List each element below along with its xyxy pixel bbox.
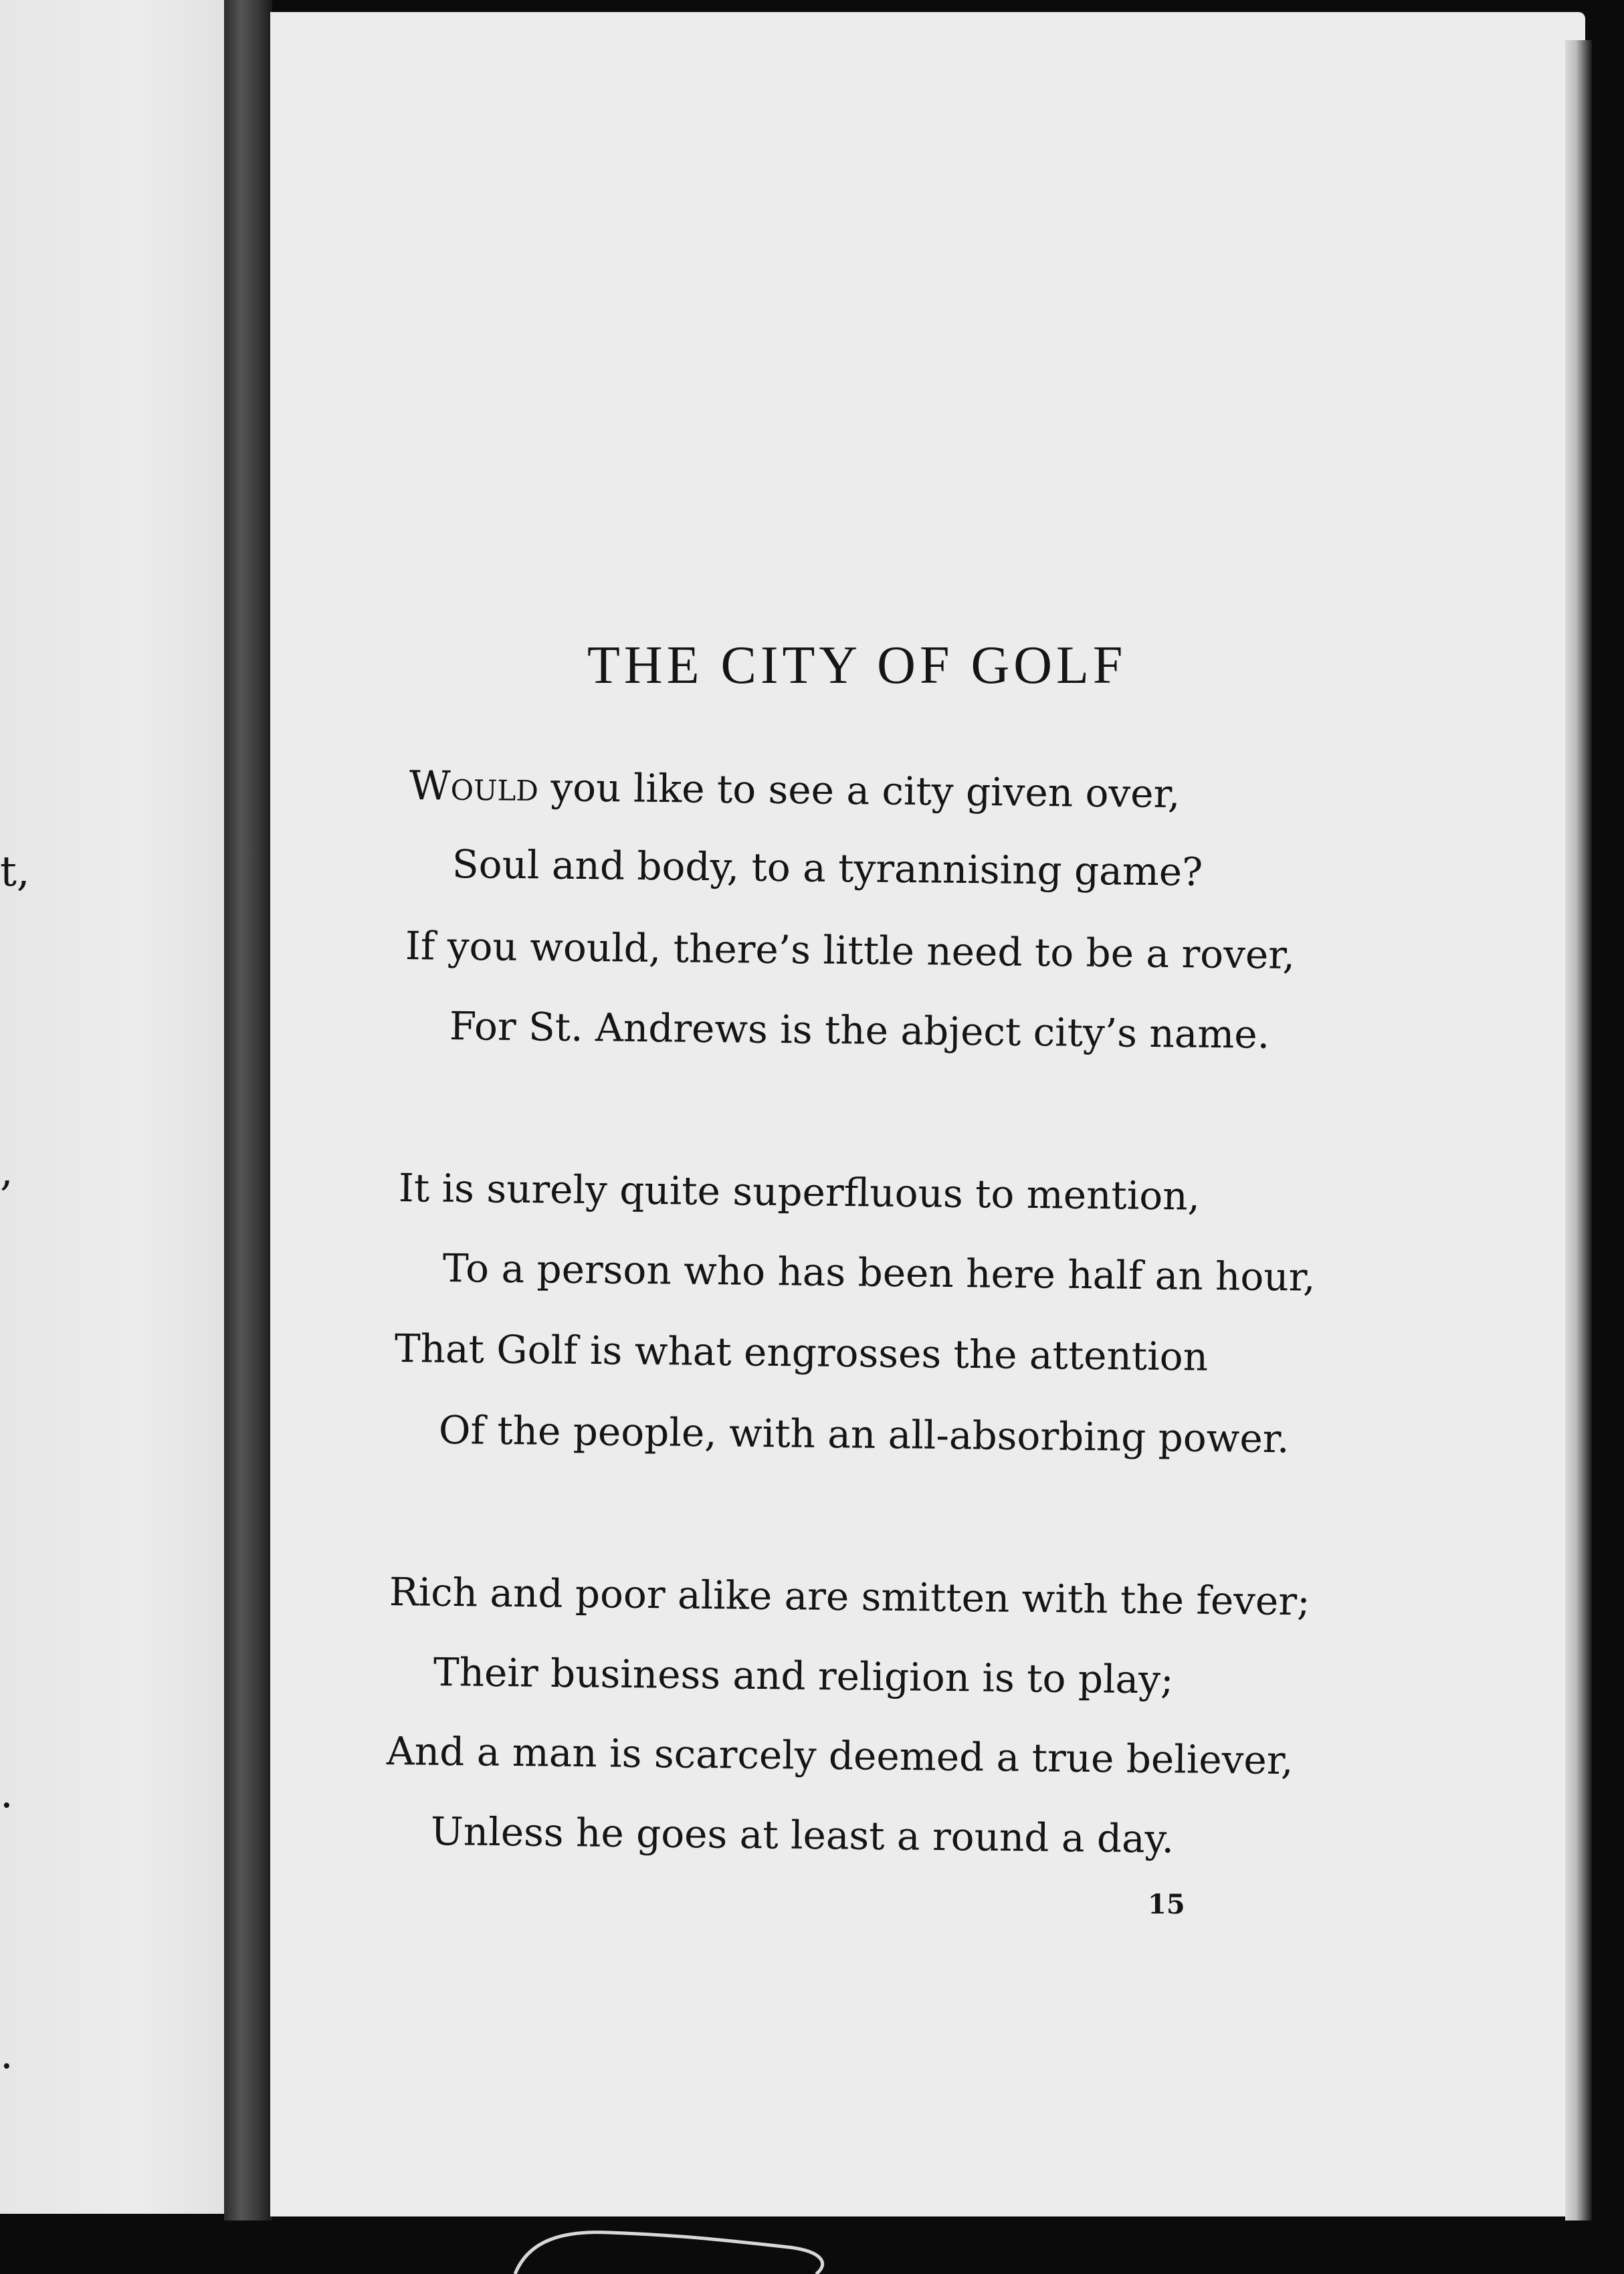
- poem-line: That Golf is what engrosses the attention: [394, 1326, 1209, 1380]
- book-page: [270, 12, 1585, 2216]
- left-page-fragment: t,: [0, 847, 30, 896]
- poem-line: [409, 762, 1181, 817]
- scan-artifact-curve: [508, 2227, 843, 2274]
- poem-title: THE CITY OF GOLF: [587, 636, 1127, 695]
- poem-line: To a person who has been here half an hour,: [442, 1245, 1316, 1300]
- book-gutter: [224, 0, 272, 2220]
- poem-line: Unless he goes at least a round a day.: [430, 1808, 1175, 1862]
- left-facing-page: [0, 0, 224, 2214]
- poem-line: Soul and body, to a tyrannising game?: [451, 841, 1203, 895]
- poem-line: Their business and religion is to play;: [433, 1649, 1174, 1703]
- poem-line: If you would, there’s little need to be a rover,: [405, 923, 1296, 978]
- poem-line: For St. Andrews is the abject city’s name.: [449, 1003, 1270, 1057]
- poem-line: And a man is scarcely deemed a true believer,: [386, 1728, 1294, 1784]
- left-page-fragment: .: [0, 1768, 13, 1817]
- drop-word: Would: [409, 762, 539, 811]
- left-page-fragment: .: [0, 2029, 13, 2078]
- poem-line: Rich and poor alike are smitten with the fever;: [389, 1569, 1310, 1625]
- left-page-fragment: ,: [0, 1146, 13, 1195]
- poem-line-text: you like to see a city given over,: [538, 764, 1181, 817]
- poem-line: Of the people, with an all-absorbing power.: [438, 1407, 1290, 1462]
- page-edge-shadow: [1565, 40, 1592, 2220]
- page-number: 15: [1148, 1889, 1185, 1920]
- poem-line: It is surely quite superfluous to mention,: [398, 1165, 1201, 1219]
